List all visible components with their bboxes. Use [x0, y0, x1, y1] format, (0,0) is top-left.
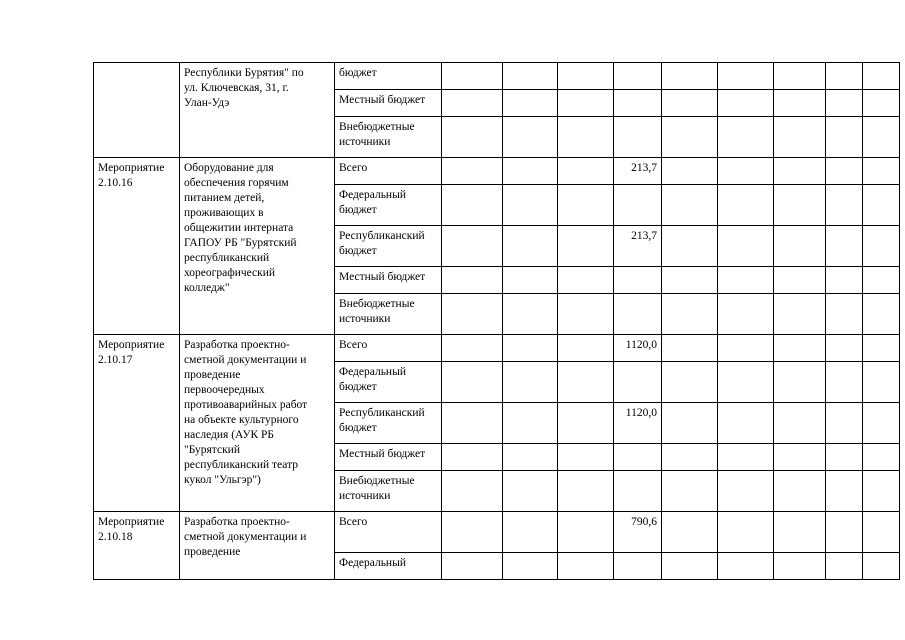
empty-cell [774, 362, 826, 403]
empty-cell [774, 267, 826, 294]
empty-cell [863, 158, 900, 185]
empty-cell [718, 403, 774, 444]
table-row [94, 158, 900, 185]
empty-cell [503, 226, 558, 267]
empty-cell [863, 553, 900, 580]
measure-code-cell: Мероприятие 2.10.18 [94, 512, 180, 580]
empty-cell [662, 185, 718, 226]
empty-cell [558, 294, 614, 335]
empty-cell [558, 512, 614, 553]
empty-cell [442, 553, 503, 580]
empty-cell [718, 158, 774, 185]
empty-cell [826, 226, 863, 267]
funding-source-cell: Федеральный бюджет [335, 185, 442, 226]
empty-cell [503, 471, 558, 512]
empty-cell [774, 90, 826, 117]
empty-cell [718, 512, 774, 553]
table-row [94, 512, 900, 553]
empty-cell [662, 226, 718, 267]
empty-cell [442, 512, 503, 553]
empty-cell [558, 403, 614, 444]
empty-cell [558, 226, 614, 267]
funding-source-cell: Всего [335, 158, 442, 185]
amount-cell: 1120,0 [614, 335, 662, 362]
empty-cell [503, 90, 558, 117]
empty-cell [774, 471, 826, 512]
measure-code-cell [94, 63, 180, 158]
empty-cell [774, 294, 826, 335]
empty-cell [662, 444, 718, 471]
amount-cell [614, 185, 662, 226]
empty-cell [863, 362, 900, 403]
amount-cell: 790,6 [614, 512, 662, 553]
amount-cell: 1120,0 [614, 403, 662, 444]
empty-cell [863, 267, 900, 294]
empty-cell [863, 444, 900, 471]
empty-cell [442, 294, 503, 335]
empty-cell [826, 267, 863, 294]
empty-cell [503, 185, 558, 226]
empty-cell [662, 158, 718, 185]
empty-cell [718, 553, 774, 580]
funding-source-cell: Местный бюджет [335, 444, 442, 471]
empty-cell [662, 63, 718, 90]
empty-cell [662, 362, 718, 403]
empty-cell [503, 158, 558, 185]
funding-source-cell: Федеральный бюджет [335, 362, 442, 403]
amount-cell: 213,7 [614, 158, 662, 185]
empty-cell [558, 553, 614, 580]
empty-cell [662, 471, 718, 512]
table-row [94, 335, 900, 362]
empty-cell [558, 117, 614, 158]
empty-cell [774, 403, 826, 444]
empty-cell [718, 185, 774, 226]
empty-cell [863, 226, 900, 267]
empty-cell [826, 471, 863, 512]
funding-source-cell: Местный бюджет [335, 90, 442, 117]
empty-cell [863, 471, 900, 512]
empty-cell [718, 471, 774, 512]
empty-cell [442, 158, 503, 185]
empty-cell [442, 185, 503, 226]
empty-cell [503, 117, 558, 158]
empty-cell [774, 512, 826, 553]
table-row [94, 63, 900, 90]
funding-source-cell: Федеральный [335, 553, 442, 580]
empty-cell [662, 90, 718, 117]
empty-cell [503, 335, 558, 362]
empty-cell [826, 63, 863, 90]
empty-cell [662, 117, 718, 158]
empty-cell [826, 512, 863, 553]
empty-cell [442, 90, 503, 117]
empty-cell [863, 335, 900, 362]
funding-source-cell: Всего [335, 335, 442, 362]
empty-cell [503, 267, 558, 294]
funding-source-cell: Всего [335, 512, 442, 553]
empty-cell [558, 444, 614, 471]
empty-cell [863, 403, 900, 444]
empty-cell [718, 294, 774, 335]
empty-cell [662, 553, 718, 580]
empty-cell [718, 226, 774, 267]
empty-cell [826, 90, 863, 117]
empty-cell [558, 362, 614, 403]
amount-cell [614, 63, 662, 90]
empty-cell [558, 158, 614, 185]
empty-cell [863, 63, 900, 90]
empty-cell [826, 294, 863, 335]
empty-cell [662, 267, 718, 294]
empty-cell [718, 444, 774, 471]
empty-cell [774, 444, 826, 471]
amount-cell [614, 362, 662, 403]
empty-cell [442, 117, 503, 158]
empty-cell [558, 90, 614, 117]
amount-cell [614, 90, 662, 117]
empty-cell [558, 471, 614, 512]
empty-cell [662, 294, 718, 335]
empty-cell [826, 444, 863, 471]
empty-cell [442, 471, 503, 512]
empty-cell [558, 267, 614, 294]
empty-cell [503, 294, 558, 335]
empty-cell [863, 294, 900, 335]
empty-cell [442, 226, 503, 267]
empty-cell [503, 403, 558, 444]
funding-source-cell: Республиканский бюджет [335, 226, 442, 267]
amount-cell [614, 471, 662, 512]
empty-cell [558, 335, 614, 362]
funding-source-cell: Внебюджетные источники [335, 471, 442, 512]
empty-cell [662, 403, 718, 444]
empty-cell [826, 158, 863, 185]
empty-cell [774, 226, 826, 267]
empty-cell [442, 403, 503, 444]
empty-cell [774, 158, 826, 185]
empty-cell [558, 185, 614, 226]
empty-cell [826, 335, 863, 362]
empty-cell [826, 362, 863, 403]
measure-name-cell: Оборудование для обеспечения горячим питанием детей, проживающих в общежитии интерната ГАПОУ РБ "Бурятский республиканский хореографический колледж" [180, 158, 335, 335]
funding-source-cell: Внебюджетные источники [335, 117, 442, 158]
empty-cell [662, 335, 718, 362]
empty-cell [503, 512, 558, 553]
amount-cell [614, 553, 662, 580]
budget-table [93, 62, 900, 580]
empty-cell [503, 63, 558, 90]
empty-cell [718, 117, 774, 158]
empty-cell [863, 185, 900, 226]
empty-cell [774, 335, 826, 362]
empty-cell [826, 117, 863, 158]
empty-cell [442, 335, 503, 362]
empty-cell [718, 267, 774, 294]
empty-cell [662, 512, 718, 553]
empty-cell [826, 185, 863, 226]
empty-cell [558, 63, 614, 90]
empty-cell [442, 444, 503, 471]
empty-cell [442, 63, 503, 90]
empty-cell [774, 553, 826, 580]
amount-cell [614, 444, 662, 471]
empty-cell [718, 335, 774, 362]
empty-cell [503, 444, 558, 471]
measure-code-cell: Мероприятие 2.10.17 [94, 335, 180, 512]
empty-cell [774, 63, 826, 90]
empty-cell [863, 90, 900, 117]
empty-cell [718, 63, 774, 90]
amount-cell [614, 294, 662, 335]
funding-source-cell: Местный бюджет [335, 267, 442, 294]
empty-cell [503, 362, 558, 403]
funding-source-cell: Республиканский бюджет [335, 403, 442, 444]
amount-cell [614, 117, 662, 158]
empty-cell [774, 117, 826, 158]
measure-code-cell: Мероприятие 2.10.16 [94, 158, 180, 335]
amount-cell [614, 267, 662, 294]
funding-source-cell: Внебюджетные источники [335, 294, 442, 335]
empty-cell [442, 362, 503, 403]
empty-cell [863, 117, 900, 158]
empty-cell [826, 553, 863, 580]
empty-cell [718, 90, 774, 117]
funding-source-cell: бюджет [335, 63, 442, 90]
measure-name-cell: Республики Бурятия" по ул. Ключевская, 31, г. Улан-Удэ [180, 63, 335, 158]
amount-cell: 213,7 [614, 226, 662, 267]
empty-cell [826, 403, 863, 444]
empty-cell [863, 512, 900, 553]
empty-cell [718, 362, 774, 403]
measure-name-cell: Разработка проектно- сметной документации и проведение [180, 512, 335, 580]
empty-cell [503, 553, 558, 580]
empty-cell [442, 267, 503, 294]
empty-cell [774, 185, 826, 226]
measure-name-cell: Разработка проектно- сметной документации и проведение первоочередных противоаварийных работ на объекте культурного наследия (АУК РБ "Бурятский республиканский театр кукол "Ульгэр") [180, 335, 335, 512]
